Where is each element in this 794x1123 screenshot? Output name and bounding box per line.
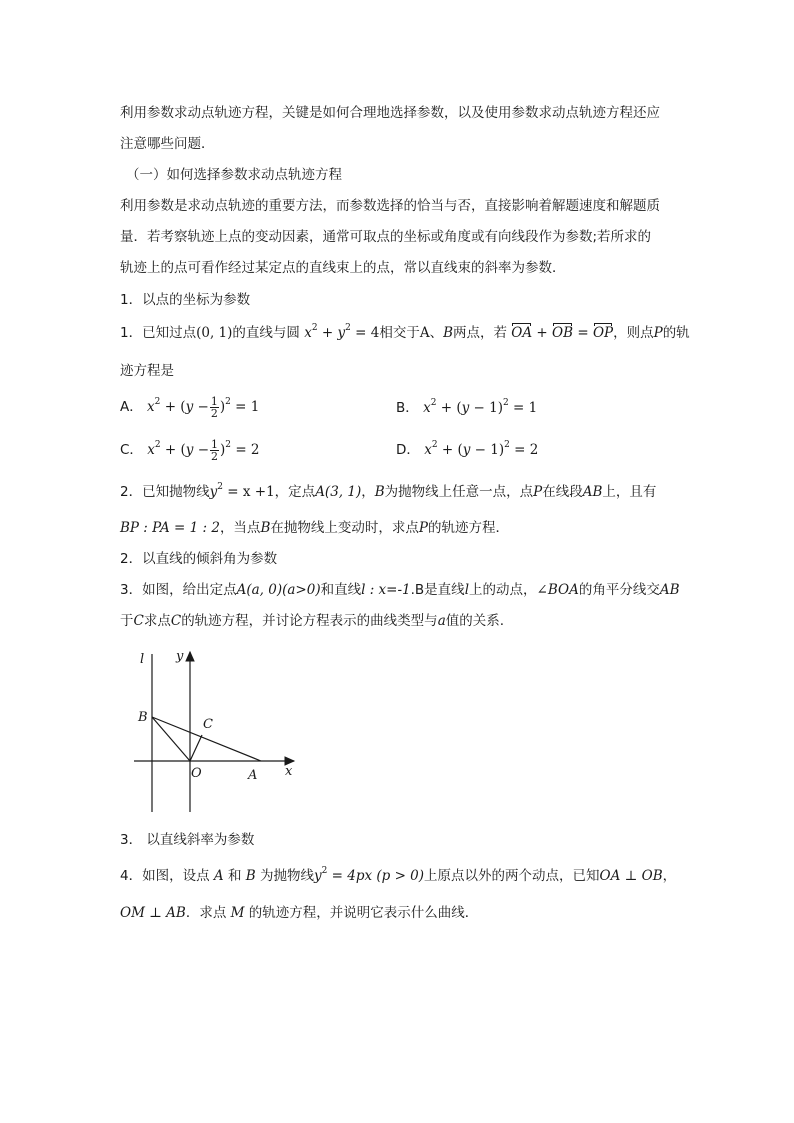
section-paragraph-line-1: 利用参数是求动点轨迹的重要方法，而参数选择的恰当与否，直接影响着解题速度和解题质 [120, 198, 660, 214]
geometry-figure [130, 640, 310, 820]
question-3-line-1: 3．如图，给出定点A(a, 0)(a>0)和直线l : x=-1.B是直线l上的动点，∠BOA的角平分线交AB [120, 582, 680, 598]
parabola-4px: $y^2 = 4px$ (p > 0) [313, 866, 425, 884]
section-paragraph-line-2: 量．若考察轨迹上点的变动因素，通常可取点的坐标或角度或有向线段作为参数;若所求的 [120, 229, 652, 245]
intro-line-1: 利用参数求动点轨迹方程，关键是如何合理地选择参数，以及使用参数求动点轨迹方程还应 [120, 105, 660, 121]
point-0-1: (0, 1) [196, 325, 233, 341]
circle-equation: $x^2 + y^2 = 4$ [304, 323, 380, 341]
question-4-line-1: 4．如图，设点 A 和 B 为抛物线$y^2 = 4px$ (p > 0)上原点以外的两个动点，已知OA ⊥ OB， [120, 866, 677, 884]
subheading-point-coordinates: 1．以点的坐标为参数 [120, 292, 251, 308]
ratio-expression: BP : PA = 1 : 2 [120, 520, 220, 536]
label-b: B [138, 710, 148, 725]
question-1-number: 1． [120, 325, 143, 341]
segment-bo [152, 717, 190, 761]
option-a: A． $x^2 + (y$ − $\frac{1}{2}$ )$^2$ = 1 [120, 395, 260, 420]
question-1-line-2: 迹方程是 [120, 363, 174, 379]
label-a: A [248, 768, 258, 783]
segment-oc [190, 735, 202, 761]
section-heading: （一）如何选择参数求动点轨迹方程 [126, 167, 342, 183]
parabola-equation: $y^2 = x +1$，定点 [209, 482, 316, 500]
subheading-slope: 3． 以直线斜率为参数 [120, 832, 255, 848]
option-c: C． $x^2 + (y$ − $\frac{1}{2}$ )$^2$ = 2 [120, 438, 260, 463]
label-c: C [203, 717, 213, 732]
intro-line-2: 注意哪些问题． [120, 136, 215, 152]
question-1-line-1: 1．已知过点(0, 1)的直线与圆 $x^2 + y^2 = 4$相交于A、B两点，若 OA + OB = OP，则点P的轨 [120, 323, 690, 341]
subheading-inclination-angle: 2．以直线的倾斜角为参数 [120, 551, 278, 567]
label-o: O [191, 766, 202, 781]
question-2-line-1: 2．已知抛物线$y^2 = x +1$，定点A(3, 1)，B为抛物线上任意一点，点P在线段AB上，且有 [120, 482, 657, 500]
label-x: x [285, 764, 293, 779]
option-b: B． $x^2 + (y - 1)^2 = 1$ [396, 398, 538, 416]
vector-equation: OA + OB = OP [511, 325, 614, 341]
option-d: D． $x^2 + (y - 1)^2 = 2$ [396, 440, 539, 458]
label-y: y [176, 649, 184, 664]
question-2-line-2: BP : PA = 1 : 2，当点B在抛物线上变动时，求点P的轨迹方程． [120, 520, 509, 536]
question-4-line-2: OM ⊥ AB．求点 M 的轨迹方程，并说明它表示什么曲线． [120, 905, 479, 921]
question-3-line-2: 于C求点C的轨迹方程，并讨论方程表示的曲线类型与a值的关系. [120, 613, 505, 629]
label-l: l [140, 652, 145, 667]
section-paragraph-line-3: 轨迹上的点可看作经过某定点的直线束上的点，常以直线束的斜率为参数． [120, 260, 566, 276]
